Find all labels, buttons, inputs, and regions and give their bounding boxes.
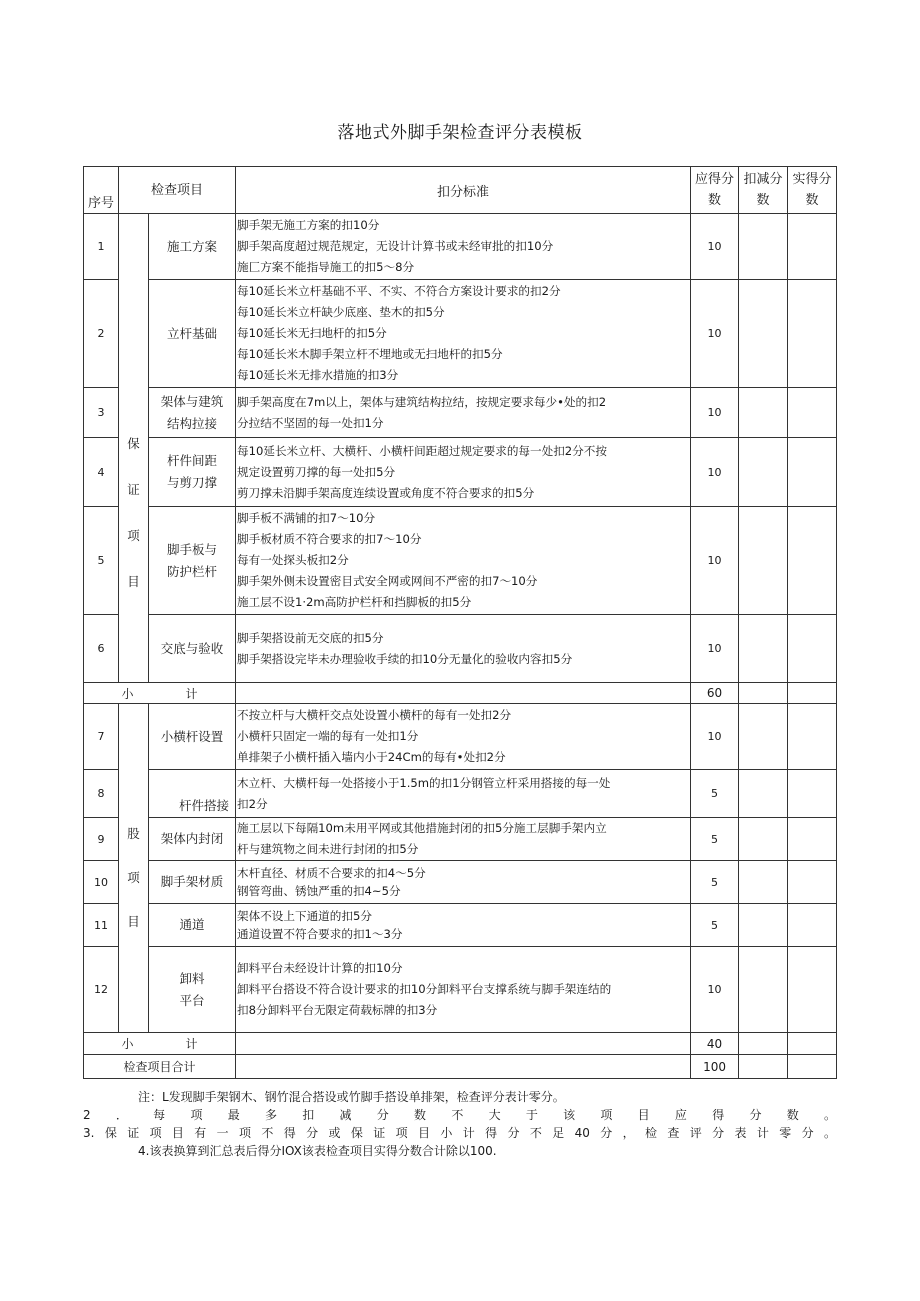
standard-line: 架体不设上下通道的扣5分 [237,909,372,923]
row-standard [236,704,691,770]
group-char: 项 [127,870,140,885]
row-item: 脚手架材质 [149,861,236,904]
row-actual-cell[interactable] [788,388,837,438]
standard-line: 脚手架高度在7m以上，架体与建筑结构拉结，按规定要求每少•处的扣2 [237,394,607,409]
row-item [149,438,236,507]
total-label: 检查项目合计 [84,1055,236,1079]
total-score: 100 [691,1055,739,1079]
row-item [149,507,236,615]
item-line: 架体与建筑 [160,393,224,409]
row-standard [236,904,691,947]
row-actual-cell[interactable] [788,704,837,770]
row-item: 架体内封闭 [149,818,236,861]
row-actual-cell[interactable] [788,438,837,507]
row-full-score: 10 [691,214,739,280]
item-line: 防护栏杆 [167,563,218,579]
standard-line: 施工层以下每隔10m未用平网或其他措施封闭的扣5分施工层脚手架内立 [237,821,607,835]
row-standard [236,280,691,388]
row-actual-cell[interactable] [788,214,837,280]
row-standard [236,388,691,438]
row-deduct-cell[interactable] [739,615,788,683]
standard-line: 小横杆只固定一端的每有一处扣1分 [237,729,419,743]
row-item: 立杆基础 [149,280,236,388]
row-deduct-cell[interactable] [739,214,788,280]
row-actual-cell[interactable] [788,1033,837,1055]
standard-line: 脚手架高度超过规范规定，无设计计算书或未经审批的扣10分 [237,239,554,253]
row-deduct-cell[interactable] [739,704,788,770]
row-full-score: 10 [691,615,739,683]
header-standard: 扣分标准 [236,167,691,214]
row-standard [236,770,691,818]
row-deduct-cell[interactable] [739,770,788,818]
row-actual-cell[interactable] [788,904,837,947]
row-seq: 11 [84,904,119,947]
standard-line: 木杆直径、材质不合要求的扣4～5分 [237,866,426,880]
row-seq: 9 [84,818,119,861]
table-row [84,388,837,438]
inspection-score-table [83,166,837,1079]
standard-line: 不按立杆与大横杆交点处设置小横杆的每有一处扣2分 [237,708,512,722]
row-full-score: 10 [691,280,739,388]
row-seq: 12 [84,947,119,1033]
subtotal-char: 计 [185,686,198,701]
subtotal-char: 计 [185,1037,198,1051]
standard-line: 卸料平台未经设计计算的扣10分 [237,961,403,975]
row-item [149,947,236,1033]
header-actual: 实得分数 [788,167,837,214]
row-deduct-cell[interactable] [739,947,788,1033]
table-row [84,861,837,904]
standard-line: 脚手板材质不符合要求的扣7～10分 [237,532,422,546]
row-actual-cell[interactable] [788,770,837,818]
standard-line: 剪刀撑未沿脚手架高度连续设置或角度不符合要求的扣5分 [237,485,535,500]
row-standard [236,947,691,1033]
total-row [84,1055,837,1079]
row-deduct-cell[interactable] [739,388,788,438]
row-item [149,388,236,438]
note-line: 3.保证项目有一项不得分或保证项目小计得分不足40分，检查评分表计零分。 [83,1126,836,1140]
row-full-score: 5 [691,818,739,861]
header-full-score: 应得分数 [691,167,739,214]
row-deduct-cell[interactable] [739,683,788,704]
standard-line: 脚手架外侧未设置密目式安全网或网间不严密的扣7～10分 [237,574,538,588]
item-line: 杆件间距 [167,453,218,468]
standard-line: 每有一处探头板扣2分 [237,553,349,567]
subtotal-row [84,683,837,704]
row-item: 杆件搭接 [149,770,236,818]
row-seq: 1 [84,214,119,280]
note-line: 注：L发现脚手架钢木、钢竹混合搭设或竹脚手搭设单排架，检查评分表计零分。 [138,1090,565,1104]
item-line: 平台 [179,992,205,1008]
note-line: 2．每项最多扣减分数不大于该项目应得分数。 [83,1108,836,1122]
standard-line: 脚手架搭设前无交底的扣5分 [237,630,384,645]
header-row [84,167,837,214]
row-full-score: 10 [691,507,739,615]
row-deduct-cell[interactable] [739,1055,788,1079]
row-actual-cell[interactable] [788,683,837,704]
row-standard [236,507,691,615]
row-actual-cell[interactable] [788,615,837,683]
subtotal-label [84,683,236,704]
standard-line: 分拉结不坚固的每一处扣1分 [237,415,384,430]
table-row [84,818,837,861]
standard-line: 脚手架无施工方案的扣10分 [237,218,380,232]
row-deduct-cell[interactable] [739,818,788,861]
standard-line: 扣2分 [237,796,268,811]
row-deduct-cell[interactable] [739,438,788,507]
row-actual-cell[interactable] [788,861,837,904]
row-seq: 4 [84,438,119,507]
notes [83,1088,836,1160]
row-deduct-cell[interactable] [739,507,788,615]
subtotal-label [84,1033,236,1055]
row-full-score: 10 [691,947,739,1033]
header-deduct: 扣减分数 [739,167,788,214]
subtotal-char: 小 [121,686,134,701]
group-char: 股 [127,826,140,841]
subtotal-score: 60 [691,683,739,704]
standard-line: 单排架子小横杆插入墙内小于24Cm的每有•处扣2分 [237,750,506,764]
subtotal-row [84,1033,837,1055]
row-standard [236,214,691,280]
item-line: 卸料 [179,970,205,986]
row-item: 通道 [149,904,236,947]
row-item: 小横杆设置 [149,704,236,770]
general-group-label [119,704,149,1033]
standard-line: 脚手架搭设完毕未办理验收手续的扣10分无量化的验收内容扣5分 [237,651,573,666]
row-seq: 7 [84,704,119,770]
row-full-score: 10 [691,704,739,770]
subtotal-char: 小 [121,1037,134,1051]
table-row [84,214,837,280]
standard-line: 每10延长米无排水措施的扣3分 [237,368,399,382]
row-full-score: 10 [691,438,739,507]
group-char: 项 [127,528,140,543]
standard-line: 通道设置不符合要求的扣1～3分 [237,927,403,941]
row-item: 交底与验收 [149,615,236,683]
standard-line: 每10延长米无扫地杆的扣5分 [237,326,387,340]
row-actual-cell[interactable] [788,818,837,861]
standard-line: 每10延长米立杆基础不平、不实、不符合方案设计要求的扣2分 [237,284,561,298]
standard-line: 每10延长米木脚手架立杆不埋地或无扫地杆的扣5分 [237,347,503,361]
table-row [84,904,837,947]
row-deduct-cell[interactable] [739,1033,788,1055]
table-row [84,947,837,1033]
row-full-score: 5 [691,770,739,818]
standard-line: 扣8分卸料平台无限定荷载标牌的扣3分 [237,1003,438,1017]
row-seq: 10 [84,861,119,904]
standard-line: 施工层不设1·2m高防护栏杆和挡脚板的扣5分 [237,595,472,609]
group-char: 目 [127,574,140,589]
row-standard [236,615,691,683]
standard-line: 每10延长米立杆、大横杆、小横杆间距超过规定要求的每一处扣2分不按 [237,443,607,458]
row-actual-cell[interactable] [788,1055,837,1079]
table-row [84,770,837,818]
standard-line: 规定设置剪刀撑的每一处扣5分 [237,464,396,479]
table-row [84,704,837,770]
item-line: 脚手板与 [167,541,218,557]
row-standard [236,438,691,507]
standard-line: 木立杆、大横杆每一处搭接小于1.5m的扣1分钢管立杆采用搭接的每一处 [237,775,611,790]
row-seq: 5 [84,507,119,615]
table-row [84,438,837,507]
row-seq: 6 [84,615,119,683]
item-line: 结构拉接 [167,415,218,431]
empty-cell [236,1033,691,1055]
header-seq: 序号 [84,167,119,214]
item-line: 与剪刀撑 [167,475,218,490]
row-deduct-cell[interactable] [739,904,788,947]
subtotal-score: 40 [691,1033,739,1055]
row-seq: 2 [84,280,119,388]
row-full-score: 5 [691,861,739,904]
group-char: 目 [127,914,140,929]
empty-cell [236,1055,691,1079]
row-actual-cell[interactable] [788,507,837,615]
row-full-score: 10 [691,388,739,438]
row-standard [236,861,691,904]
row-seq: 8 [84,770,119,818]
group-char: 证 [127,482,140,497]
table-row [84,615,837,683]
row-actual-cell[interactable] [788,947,837,1033]
standard-line: 钢管弯曲、锈蚀严重的扣4~5分 [237,884,401,898]
row-actual-cell[interactable] [788,280,837,388]
header-item: 检查项目 [119,167,236,214]
group-char: 保 [127,436,140,451]
row-deduct-cell[interactable] [739,280,788,388]
standard-line: 杆与建筑物之间未进行封闭的扣5分 [237,842,419,856]
page-title: 落地式外脚手架检查评分表模板 [337,123,583,143]
standard-line: 每10延长米立杆缺少底座、垫木的扣5分 [237,305,445,319]
standard-line: 脚手板不满铺的扣7～10分 [237,511,376,525]
guarantee-group-label [119,214,149,683]
standard-line: 施匚方案不能指导施工的扣5～8分 [237,260,415,274]
table-row [84,280,837,388]
row-item: 施工方案 [149,214,236,280]
row-full-score: 5 [691,904,739,947]
standard-line: 卸料平台搭设不符合设计要求的扣10分卸料平台支撑系统与脚手架连结的 [237,982,612,996]
row-standard [236,818,691,861]
row-deduct-cell[interactable] [739,861,788,904]
row-seq: 3 [84,388,119,438]
note-line: 4.该表换算到汇总表后得分IOX该表检查项目实得分数合计除以100. [138,1144,497,1158]
table-row [84,507,837,615]
empty-cell [236,683,691,704]
